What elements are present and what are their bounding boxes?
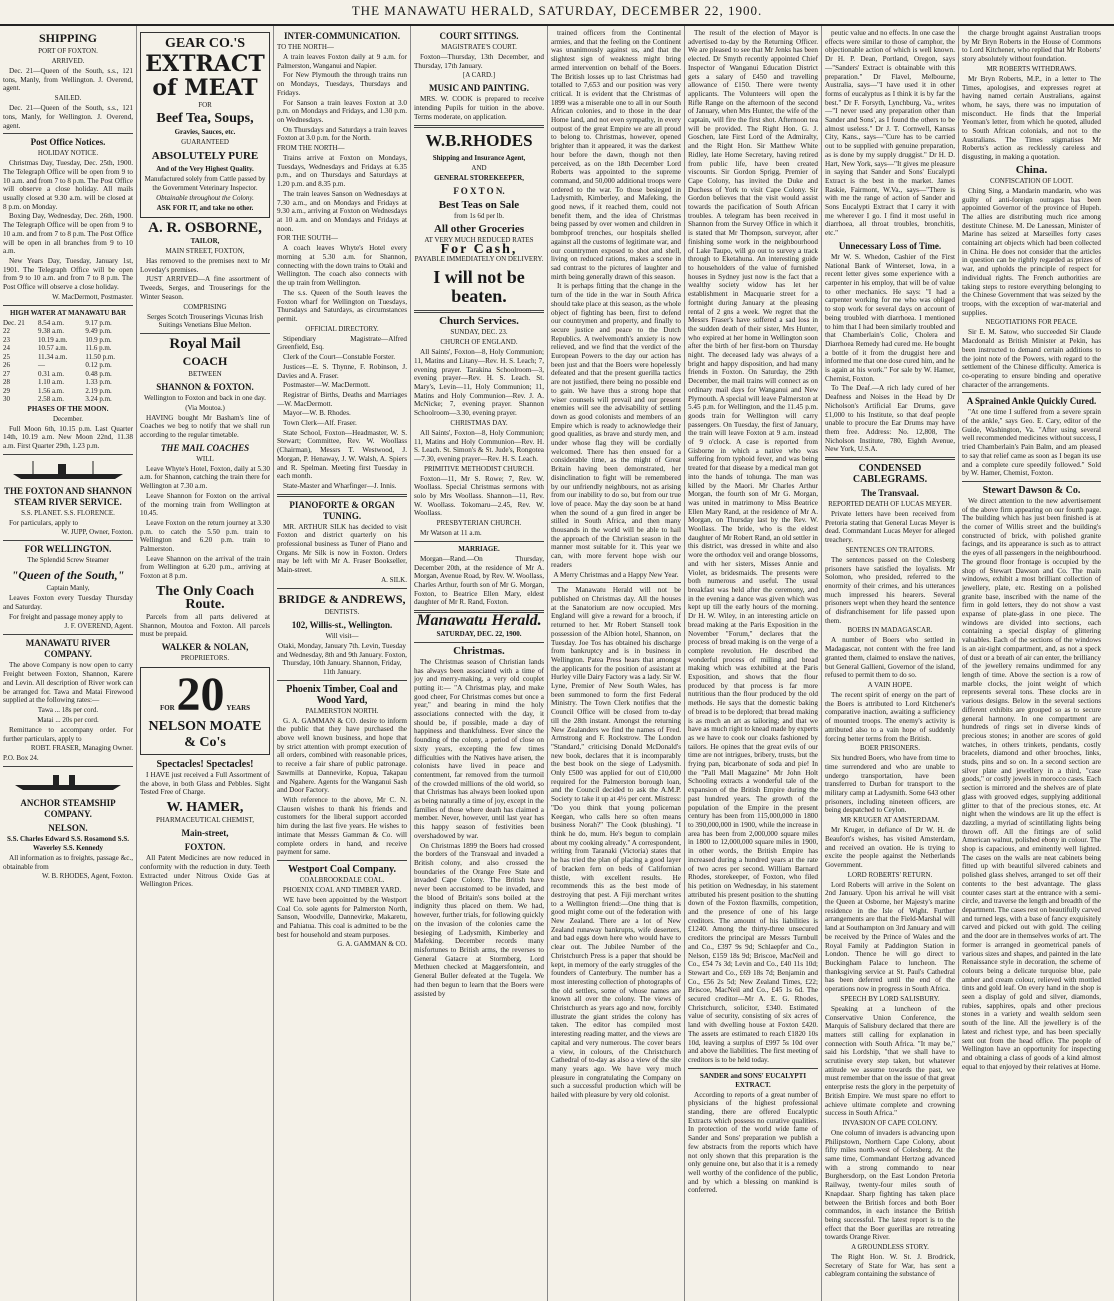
leaves-text: Leaves Foxton every Tuesday Thursday and Saturday. <box>3 594 133 611</box>
gamman-text-2: With reference to the above, Mr C. N. Clausen wishes to thank his friends and customers for the liberal support accorded him during the last five years. He wishes to intimate that Messrs Gamman & Co. will complete orders in hand, and receive payment for same. <box>277 796 407 857</box>
card-label: [A CARD.] <box>462 71 496 80</box>
rhodes-title: W.B.RHODES <box>425 130 533 150</box>
directory-item: Stipendiary Magistrate—Alfred Greenfield, Esq. <box>277 334 407 352</box>
mainstreet-label: Main-street, <box>181 828 229 839</box>
walker-nolan: WALKER & NOLAN, <box>161 641 249 652</box>
stewart-title: Stewart Dawson & Co. <box>982 484 1081 496</box>
north-label: TO THE NORTH— <box>277 43 334 51</box>
column-5 <box>548 26 685 1301</box>
port-label: PORT OF FOXTON. <box>38 47 98 55</box>
column-6 <box>685 26 822 1301</box>
train-4: On Thursdays and Saturdays a train leaves Foxton at 3.0 p.m. for the North. <box>277 125 407 143</box>
moon-text: Full Moon 6th, 10.15 p.m. Last Quarter 14th, 10.19 a.m. New Moon 22nd, 11.38 a.m. First Quarter 29th, 1.23 p.m. <box>3 424 133 451</box>
gravies-label: Gravies, Sauces, etc. <box>174 128 236 136</box>
foxton-ships: S.S. PLANET. S.S. FLORENCE. <box>21 508 115 517</box>
kruger-title: MR KRUGER AT AMSTERDAM. <box>840 816 940 825</box>
directory-item: Postmaster—W. MacDermott. <box>283 381 370 390</box>
tide-cell: 11.34 a.m. <box>37 352 68 361</box>
remit-text: Remittance to accompany order. For further particulars, apply to <box>3 725 133 743</box>
palmerston-label: PALMERSTON NORTH. <box>305 706 379 715</box>
xmas-text: All Saints', Foxton—8, Holy Communion; 11, Matins and Holy Communion—Rev. H. S. Leach. St. Simon's & St. Jude's, Rongotea—7.30, evening prayer—Rev. H. S. Leach. <box>414 428 544 463</box>
fraser-owner: ROBT. FRASER, Managing Owner. <box>30 744 133 753</box>
editorial-text: trained officers from the Continental armies, and that the feeling on the Continent was unanimously against us, and that the slightest sign of weakness might bring armed intervention on behalf of the Boers. The British losses up to last Christmas had totalled to 7,653 and our position was very critical. It is evident that the Christmas of 1899 was a miserable one to all in our South African colonies, and to those in the dear Home land, and not even sympathy, in every outpost of the great Empire we are all proud to belong to. Christmas, however, opened brighter than it appeared, it was the darkest hour before the dawn, though not then perceived, as on the 18th December Lord Roberts was appointed to the supreme command, and 50,000 additional troops were ordered to the war. To those besieged in Ladysmith, Kimberley, and Mafeking, the good news, if it reached them, could not benefit them, and the idea of Christmas being passed by over women and children in bombproof trenches, our hospitals shelled against all the customs of legitimate war, and our countrymen exposed to shot and shell, living on reduced rations, makes a scene in sad contrast to the pictures of laughter and mirth being generally drawn of this season. <box>551 29 681 281</box>
salisbury-text: Speaking at a luncheon of the Conservative Union Conference, the Marquis of Salisbury declared that there are matters still calling for explanation in connection with South Africa. "It may be," said his Lordship, "that we shall have to scrutinise every step taken, but whatever attitude we assume towards the past, we must remember that on the issue of that great enterprise rests the glory in the perpetuity of British Empire. We must spare no effort to achieve ultimate complete and crowning success in South Africa." <box>825 1004 955 1118</box>
anchor-agent: W. B. RHODES, Agent, Foxton. <box>42 872 133 881</box>
gear-co-ad <box>140 32 270 218</box>
patent-text: All Patent Medicines are now reduced in conformity with the reduction in duty. Teeth Extracted under Nitrous Oxide Gas at Wellington Prices. <box>140 854 270 889</box>
foxton-service-title: THE FOXTON AND SHANNON STEAM RIVER SERVICE. <box>3 485 133 507</box>
christmas-text: The Christmas season of Christian lands has always been associated with a time of joy and merry-making, a very old couplet putting it:— "A Christmas play, and make good cheer, For Christmas comes but once a year," and bearing in mind the holy associations connected with the day, it should be, if possible, made a day of happiness and thankfulness. Ever since the founding of the colony, a period of close on sixty years, excepting the few times difficulties with the Natives have arisen, the colonists have lived in peace and contentment, far removed from the turmoil of the crowded millions of the old world, so that Christmas has always been looked upon as being naturally a time of joy, except in the families of those where death has claimed a member. Never, however, until last year has this happy season of festivities been overshadowed by war. <box>414 657 544 840</box>
stewart-text: We direct attention to the new advertisement of the above firm appearing on our fourth page. The building which has just been finished is at the corner of Willis street and the building's constructed of brick, with polished granite facings, and its appearance is such as to attract the eyes of all passengers in the neighbourhood. The ground floor frontage is occupied by the shop of Stewart Dawson and Co. The main windows, exhibit a most brilliant collection of jewellery, plate, etc. Resting on a polished granite base, inscribed with the name of the firm in gold letters, they do not show a vast expanse of plate-glass in one piece. The windows are divided into sections, each containing a special display of glittering valuables. Each of the sections of the windows is an air-tight compartment, and, as not a speck of dust or a breath of air can enter, the brilliancy of the jewellery remains undimmed for any length of time. Above the section is a row of marble clocks, the joint weight of which represents several tons. These clocks are in various designs. Below in the several sections different exhibits are grouped so as to secure general harmony. In one compartment are hundreds of rings set in diverse kinds of precious stones; in another are scores of gold watches, in others trinkets, pendants, costly bracelets, diamond and other brooches, links, studs, pins and so on. In a second section are silver plate and jewellery in a third, "case goods," or costly jewels in morocco cases. Each section is mirrored and the shelves are of plate glass with grooved edges, supplying additional glitter to that of the precious stones, etc. At night when the windows are lit up the effect is dazzling, a myriad of scintillating lights being thrown off. All the fittings are of solid American walnut, polished ebony in colour. The shop is capacious, and eminently well lighted. The cases on the walls are neat cabinets being fitted up with beautiful silvered cabinets and polished glass shelves, arranged to set off their contents to the best advantage. The glass counter cases start at the entrance with a semi-circle, and traverse the length and breadth of the department. The cases rest on beautifully carved and turned legs, with a base of fancy exquisitely carved and picked out with gold. The ceiling and the door are in themselves works of art. The former is arranged in geometrical panels of various sizes and shapes, and painted in the late Renaissance style in decoration, the scheme of colours being a delicate turquoise blue, pale amber and cream colour, relieved with mottled tints and gold leaf. On every hand in the shop is seen a display of gold and silver, diamonds, rubies, sapphires, opals and other precious stones in a variety and wealth seldom seen south of the line. All the jewellery is of the latest and richest type, and has been specially sent out from the head office. The people of Wellington have an opportunity for inspecting and obtaining a class of goods of a kind almost equal to that enjoyed by their relatives at Home. <box>962 496 1101 1071</box>
queen-title: "Queen of the South," <box>11 568 125 583</box>
anchor-text: All information as to freights, passage &c., obtainable from <box>3 854 133 871</box>
traitors-title: SENTENCES ON TRAITORS. <box>845 545 935 554</box>
shannon-foxton-label: SHANNON & FOXTON. <box>156 381 254 392</box>
official-directory-title: OFFICIAL DIRECTORY. <box>305 324 379 333</box>
tide-cell: 0.31 a.m. <box>37 369 64 378</box>
masthead: THE MANAWATU HERALD, SATURDAY, DECEMBER 22, 1900. <box>0 0 1114 26</box>
christmas-title: Christmas. <box>453 644 505 657</box>
arrived-text: Dec. 21—Queen of the South, s.s., 121 tons, Manly, from Wellington. J. Overend, agent. <box>3 67 133 93</box>
leave-2: Leave Shannon for Foxton on the arrival of the morning train from Wellington at 10.45. <box>140 491 270 518</box>
between-label: BETWEEN <box>188 369 222 378</box>
magistrate-label: MAGISTRATE'S COURT. <box>441 43 517 51</box>
river-company-title: MANAWATU RIVER COMPANY. <box>25 638 111 660</box>
loot-text: Ching Sing, a Mandarin mandarin, who was guilty of anti-foreign outrages has been appointed Governor of the province of Hupeh. The allies are distributing much rice among destitute Chinese. M. De Lanessan, Minister of Marine has seized at Marseilles forty cases containing art objects which had been collected in China. He does not consider that the articles in question can be rightly regarded as prizes of war, and upholds the principle of respect for individual rights. The French authorities are taking steps to restore everything belonging to the Chinese Government that was seized by the troops, with the exception of war-material and supplies. <box>962 186 1101 317</box>
train-2: For New Plymouth the through trains run on Mondays, Tuesdays, Thursdays and Fridays. <box>277 71 407 97</box>
tide-cell: 2.58 a.m. <box>37 395 64 404</box>
phoenix-title: Phoenix Timber, Coal and Wood Yard, <box>286 683 398 706</box>
fabrics-list: Serges Scotch Trouserings Vicunas Irish Suitings Venetians Blue Melton. <box>147 312 263 330</box>
will-visit-label: Will visit— <box>325 631 359 640</box>
coach-text: Wellington to Foxton and back in one day. <box>144 393 266 402</box>
presby-label: PRESBYTERIAN CHURCH. <box>436 519 522 528</box>
column-4 <box>411 26 548 1301</box>
bridge-title: BRIDGE & ANDREWS, <box>278 591 406 606</box>
groundless-text: The Right Hon. W. St. J. Brodrick, Secretary of State for War, has sent a cablegram containing the substance of <box>825 1253 955 1279</box>
twenty-number: 20 <box>176 667 225 721</box>
freight-text: For freight and passage money apply to <box>9 612 123 621</box>
proprietors-label: PROPRIETORS. <box>180 653 230 662</box>
steamer-icon <box>3 458 133 480</box>
tide-row <box>3 395 133 404</box>
kruger-text: Mr Kruger, in defiance of Dr W. H. de Beaufort's wishes, has visited Amsterdam, and received an ovation. He is trying to excite the people against the Netherlands Government. <box>825 826 955 869</box>
services-text: All Saints', Foxton—8, Holy Communion; 11, Matins and Litany—Rev. H. S. Leach; 7, evening prayer. Tarakina Schoolroom—3, evening prayer—Rev. H. S. Leach. St. Mary's, Levin—11, Holy Communion; 11, Matins and Holy Communion—Rev. J. A. McNicke; 7, evening prayer. Shannon Schoolroom—3.30, evening prayer. <box>414 348 544 418</box>
leave-1: Leave Whyte's Hotel, Foxton, daily at 5.30 a.m. for Shannon, catching the train there for Wellington at 7.30 a.m. <box>140 464 270 491</box>
foxton-owner: W. JUPP, Owner, Foxton. <box>61 528 133 537</box>
local-news-2: The result of the election of Mayor is advertised to-day by the Returning Officer. We are pleased to see that Mr Jenks has been elected. Dr Smyth recently appointed Chief Inspector of Wanganui Education District gets a salary of £450 and travelling allowance of £150. There were twenty applicants. The Volunteers will open the Rifle Range on the afternoon of the second of January, when Mrs Hunter, the wife of the captain, will fire the first shot. Afternoon tea will be provided. The Right Hon. G. J. Goschen, late First Lord of the Admiralty, and the Right Hon. Sir Matthew White Ridley, late Home Secretary, having retired from public life, have been created viscounts. Sir Gordon Sprigg, Premier of Cape Colony, has invited the Duke and Duchess of York to visit Cape Colony. Sir Gordon believes that the visit would assist towards the pacification of South African troubles. A telegram has been received in Shannon from the Survey Office in which it is stated that Mr Thompson, surveyor, after finishing some work in the neighbourhood of Lake Taupo, will go out to survey a track through to Eketahuna. An interesting guide to householders of the value of furnished houses in Sydney just now is the fact that a wealthy society widow has let her establishment in Macquarie street for a fortnight during January at the pleasing rental of 2 gns a week. We regret that the Messrs Fraser's have suffered a sad loss in the sudden death of their sister, Mrs Hunter, who expired at her home in Wellington soon after the birth of her first-born on Thursday night. The deceased lady was always of a bright and happy disposition, and had many friends in Foxton. On Saturday, the 29th December, the mail trains will connect as on ordinary mail days for Wanganui and New Plymouth. A special will leave Palmerston at 5.45 p.m. for Wellington, and the 11.45 p.m. goods train for Wellington will carry passengers. On Tuesday, the first of January, the train will leave Foxton at 9 a.m. instead of 9 o'clock. A case is reported from Gisborne in which a native who was suffering from typhoid fever, and was being treated for that disease by a medical man got into the hands of tohunga. The man was killed by the Maori. Mr Charles Arthur Morgan, the fourth son of Mr G. Morgan, was united in matrimony to Miss Beatrice Ellen Mary Rand, at the residence of Mr A. Morgan, on Thursday last by the Rev. W. Woollass. The bride, who is the eldest daughter of Mr Robert Rand, an old settler in this district, was dressed in white and also wore the orthodox veil and orange blossoms, and with her sisters, Misses Annie and Violet, as bridesmaids. The presents were both numerous and useful. The usual breakfast was held after the ceremony, and in the evening a dance was given which was kept up till the early hours of the morning. Dr H. W. Wiley, in an interesting article on bread making at the Paris Exposition in the November "Forum," declares that the process of bread making is on the verge of a complete revolution. He described the wonderful process of milling and bread making which was exhibited at the Paris Exposition, and shows that the flour produced by that process is far more nutritious than the flour produced by the old methods. He says that the domestic baking of bread is to be deplored; that bread making is as much an art as tailoring; and that we have as much right to knead made by experts as we have to cook our cloaks fashioned by tailors. He opines that the great evils of our time are not intrigues, bribery, trusts, but the frying pan, bicarbonate of soda and pie! In the "Pall Mall Magazine" Mr John Holt Schooling extracts a wonderful tale of the expansion of the British Empire during the past hundred years. The growth of the population of the Empire in the present century has been from 115,000,000 in 1800 to 390,000,000 in 1900, while the increase in area has been from 2,000,000 square miles in 1800 to 12,000,000 square miles in 1900, in other words, the British Empire has increased during a hundred years at the rate of two acres per second. William Barnard Rhodes, storekeeper, of Foxton, who filed his petition on Wednesday, in his statement attributed his present position to the shutting down of the Foxton flaxmills, competition, and the presence of one of his large creditors. The amount of his liabilities is £1240. Among the thirty-three unsecured creditors the principal are Messrs Turnbull and Co., £397 9s 9d; Schlaepfer and Co., Nelson, £159 18s 9d; Briscoe, MacNeil and Co., £54 7s 3d; Levin and Co., £40 11s 10d; Stewart and Co., £69 18s 7d; Benjamin and Co., £56 2s 5d; New Zealand Times, £22; Briscoe, MacNeil and Co., £45 1s 6d. The secured creditor—Mr A. E. G. Rhodes, Christchurch, solicitor, £340. Estimated value of security, consisting of six acres of land with dwelling house at Foxton £420. The assets are estimated to reach £1820 10s 10d, leaving a surplus of £997 5s 10d over and above the liabilities. The first meeting of creditors is to be held today. <box>688 29 818 1064</box>
tide-row <box>3 370 133 379</box>
tide-row <box>3 378 133 387</box>
coach-2: The s.s. Queen of the South leaves the Foxton wharf for Wellington on Tuesdays, Thursdays and Saturdays, as circumstances permit. <box>277 288 407 323</box>
presby-text: Mr Watson at 11 a.m. <box>420 529 482 538</box>
for-label: FOR <box>198 101 212 109</box>
madagascar-title: BOERS IN MADAGASCAR. <box>847 626 933 635</box>
extract-title: EXTRACT of MEAT <box>145 51 265 101</box>
tide-cell: 0.48 p.m. <box>85 369 112 378</box>
postmaster: W. MacDermott, Postmaster. <box>52 292 133 301</box>
sander-title: SANDER and SONS' EUCALYPTI EXTRACT. <box>699 1071 807 1089</box>
pobox: P.O. Box 24. <box>3 754 39 763</box>
column-7 <box>822 26 959 1301</box>
obtain-label: Obtainable throughout the Colony. <box>156 194 254 202</box>
primitive-label: PRIMITIVE METHODIST CHURCH. <box>423 464 535 473</box>
traitors-text: The sentences passed on the Colesberg prisoners have satisfied the loyalists. Mr Solomon, who presided, referred to the enormity of their crimes, and his utterances much impressed his hearers. Several prisoners wept when they heard the sentence of disfranchisement for life passed upon them. <box>825 555 955 625</box>
tide-cell: 2.19 p.m. <box>85 386 112 395</box>
beeftea-label: Beef Tea, Soups, <box>156 111 254 126</box>
notice-2: Boxing Day, Wednesday, Dec. 26th, 1900. The Telegraph Office will be open from 9 to 10 a.m. and from 7 to 8 p.m. The Post Office will be open in all branches from 9 to 10 a.m. <box>3 212 133 256</box>
nelson-label: NELSON. <box>48 823 88 834</box>
tide-cell: 24 <box>3 344 10 353</box>
tide-cell: Dec. 21 <box>3 318 25 327</box>
china-title: China. <box>1015 163 1048 176</box>
rhodes-foxton: F O X T O N. <box>453 185 505 196</box>
tide-cell: 29 <box>3 386 10 395</box>
coe-label: CHURCH OF ENGLAND. <box>440 338 518 347</box>
tide-cell: 22 <box>3 327 10 336</box>
directory-item: Town Clerk—Alf. Fraser. <box>283 419 357 428</box>
south-label: FOR THE SOUTH— <box>277 234 338 243</box>
tide-row <box>3 327 133 336</box>
intercomm-title: INTER-COMMUNICATION. <box>283 31 401 41</box>
ankle-title: A Sprained Ankle Quickly Cured. <box>966 396 1097 407</box>
train-3: For Sanson a train leaves Foxton at 3.0 p.m. on Mondays and Fridays, and 1.30 p.m. on Wednesdays. <box>277 98 407 124</box>
directory-list <box>277 335 407 491</box>
coach-title: COACH <box>182 353 228 368</box>
tide-row <box>3 387 133 396</box>
royal-mail-title: Royal Mail <box>169 335 241 352</box>
overend-agent: J. F. OVEREND, Agent. <box>64 622 133 631</box>
coach-1: A coach leaves Whyte's Hotel every morning at 5.30 a.m. for Shannon, connecting with the down trains to Otaki and Wellington. The coach also connects with the up train from Wellington. <box>277 244 407 288</box>
tide-cell: — <box>37 361 45 370</box>
tide-cell: 9.38 a.m. <box>37 327 64 336</box>
osborne-address: MAIN STREET, FOXTON, <box>165 247 245 255</box>
sander-cont: peutic value and no effects. In one case the effects were similar to those of camphor, the objectionable action of which is well known. Dr H. P. Dean, Portland, Oregon, says—"Sanders' Extract is obtainable with this preparation." Dr Flavel, Melbourne, Australia, says—"I have used it in other forms of eucalyptus as I think it is by far the best." Dr F. Forsyth, Lynchburg, Va., writes—"I never used any preparation other than Sander and Sons', as I found the others to be almost useless." Dr J. T. Cornwell, Kansas City, Kans., says—"Cure has to be carried out to be supplied with genuine preparation, as is done by my supply druggist." Dr H. D. Hart, New York, says—"It gives me pleasure in saying that Sander and Sons' Eucalypti Extract is the best in the market. James Raskie, Fairmont, W.Va., says—"There is with me the range of action of Sander and Sons Eucalypti Extract that I carry it with me wherever I go. I find it most useful in diarrhoea, all throat troubles, bronchitis, etc." <box>825 29 955 238</box>
xmas-label: CHRISTMAS DAY. <box>450 418 508 427</box>
tide-cell: 10.19 a.m. <box>37 335 68 344</box>
hamer-title: W. HAMER, <box>166 800 244 816</box>
storekeeper-label: GENERAL STOREKEEPER, <box>433 173 525 182</box>
church-title: Church Services. <box>439 315 519 328</box>
holiday-label: HOLIDAY NOTICE. <box>37 149 99 158</box>
guaranteed-label: GUARANTEED <box>181 138 229 146</box>
tide-cell: 9.17 p.m. <box>85 318 112 327</box>
tide-cell: 8.54 a.m. <box>37 318 64 327</box>
anchor-title: ANCHOR STEAMSHIP COMPANY. <box>20 798 116 820</box>
from-north-label: FROM THE NORTH— <box>277 144 345 153</box>
teas-price: from 1s 6d per lb. <box>454 211 504 220</box>
nelson-moate-label: NELSON MOATE & Co's <box>148 718 262 750</box>
editorial-text-2: It is perhaps fitting that the change in the turn of the tide in the war in South Africa should take place at this season, as the whole object of fighting has been, first to defend our countrymen and property, and finally to secure justice and peace to the Dutch Republics. A twelvemonth's anxiety is now relieved, and we find that the verdict of the European Powers to the day our action has been just and that the Boers were hopelessly defeated and that the present guerilla tactics are not justified, there being no possible end to gain. We have thus a strong hope that wiser counsels will prevail and our present enemies will see the advisability of settling down as good colonists and members of an Empire which is ready to acknowledge their good qualities, as brave and sturdy men, and under whose flag they will be cordially welcomed. There has then ensued for a considerable time, as the might of Great Britain having been demonstrated, her disinclination to fight will be remembered by our unfriendly neighbours, not as arising from our inability to do so, but from our true love of peace. May the day soon be at hand when the sound of a gun fired in anger be stilled in South Africa, and then many thousands in the world will be able to hail the approach of the Christian season in the manner most suitable for it. This year we can, with more fervent hope wish our readers <box>551 282 681 569</box>
for-label-2: FOR <box>159 703 175 712</box>
cash-label: For Cash, <box>440 241 518 257</box>
cook-text: MRS. W. COOK is prepared to receive intending Pupils for tuition in the above. Terms moderate, on application. <box>414 95 544 121</box>
tide-row <box>3 361 133 370</box>
directory-item: Justices—E. S. Thynne, F. Robinson, J. Davies and A. Fraser. <box>277 362 407 380</box>
loot-title: CONFISCATION OF LOOT. <box>990 176 1073 185</box>
tide-table <box>3 319 133 404</box>
chemist-label: PHARMACEUTICAL CHEMIST, <box>155 816 254 825</box>
osborne-arrived: JUST ARRIVED—A fine assortment of Tweeds, Serges, and Trouserings for the Winter Season. <box>140 275 270 301</box>
silk-signature: A. SILK. <box>381 575 407 584</box>
coalbrook-label: COALBROOKDALE COAL. <box>299 875 385 884</box>
matai-price: Matai ... 20s per cord. <box>37 715 99 724</box>
column-1 <box>0 26 137 1301</box>
will-label: WILL <box>196 454 214 463</box>
prisoners-title: BOER PRISONERS. <box>860 744 920 753</box>
tide-cell: 27 <box>3 369 10 378</box>
deaf-text: To The Deaf.—A rich lady cured of her Deafness and Noises in the Head by Dr Nicholson's Artificial Ear Drums, gave £1,000 to his Institute, so that deaf people unable to procure the Ear Drums may have them free. Address: No. 12,808, The Nicholson Institute, 780, Eighth Avenue, New York, U.S.A. <box>825 384 955 454</box>
ankle-text: "At one time I suffered from a severe sprain of the ankle," says Geo. E. Cary, editor of the Guide, Washington, Va. "After using several well recommended medicines without success, I tried Chamberlain's Pain Balm, and am pleased to say that relief came as soon as I began its use and a complete cure speedily followed." Sold by W. Hamer, Chemist, Foxton. <box>962 408 1101 478</box>
shipping-agent: Shipping and Insurance Agent, <box>432 153 526 162</box>
tide-cell: 1.56 a.m. <box>37 386 64 395</box>
parcels-text: Parcels from all parts delivered at Shannon, Moutoa and Foxton. All parcels must be prepaid. <box>140 612 270 639</box>
pure-label: ABSOLUTELY PURE <box>151 150 259 162</box>
directory-item: State School, Foxton—Headmaster, W. S. Stewart; Committee, Rev. W. Woollass (Chairman), Messrs T. Westwood, J. Morgan, P. Henaway, J. W. Walsh, A. Spiers and R. Spelman. Meeting first Tuesday in each month. <box>277 428 407 481</box>
tide-row <box>3 319 133 328</box>
dentists-label: DENTISTS. <box>324 607 360 616</box>
westport-signature: G. A. GAMMAN & CO. <box>337 940 407 949</box>
tide-cell: 3.24 p.m. <box>85 395 112 404</box>
local-news: The Manawatu Herald will not be published on Christmas day. All the houses at the Sanatorium are now occupied. Mrs England will give a reward for a brooch, if returned to her. Mr Robert Stansell took possession of the Albion hotel, Shannon, on Tuesday. Joe Tos has obtained his discharge from bankruptcy and is in business in Wellington. Patea Press hears that amongst the applicants for the position of assistant at Hurley ville Dairy Factory was a lady. Sir W. Lyne, Premier of New South Wales, has been summoned to form the first Federal Ministry. The Town Clerk notifies that the Council Office will be closed from to-day till the 28th instant. Amongst the returning New Zealanders we find the names of Fred. Armstrong and F. Rockstrow. The London "Standard," criticising Donald McDonald's new book, declares that it is incomparably the best book on the siege of Ladysmith. Only £500 was applied for out of £10,000 required for the Palmerston borough loan, and the Council decided to ask the A.M.P. Society to take it up at 4½ per cent. Mistress: "Do you think that young policeman Keegan, who calls here so often means business Norah?" The Cook (blushing). "I think he do, mum. He's begun to complain about my cooking already." A correspondent, writing from Taranaki (Victoria) states that he has tried the plan of placing a good layer of bracken fern on beds of Californian thistle, with excellent results. He recommends this as the best mode of destroying that pest. A Fiji merchant writes to a Wellington friend:—One thing that is good might come out of the federation with New Zealand. There are a lot of New Zealand runaway bankrupts, wife deserters, and bad eggs down here who would have to clear out. The Jubilee Number of the Christchurch Press is a paper that should be kept, in memory of the early struggles of the founders of Canterbury. The number has a most interesting collection of photographs of the old settlers, some of whose names are known all over the colony. The views of Christchurch as years ago and now, forcibly illustrate the giant strides the colony has taken. The editor has compiled most interesting reading matter, and the views are capital and very numerous. The cover bears a view, in colours, of the Christchurch Cathedral of to-day as also a view of the site many years ago. We have very much pleasure in congratulating the Company on such a successful production which will be hailed with pleasure by very old colonist. <box>551 586 681 1100</box>
directory-item: Registrar of Births, Deaths and Marriages—W. MacDermott. <box>277 390 407 408</box>
column-8 <box>959 26 1104 1301</box>
spectacles-text: I HAVE just received a Full Assortment of the above, in both Glass and Pebbles. Sight Tested Free of Charge. <box>140 770 270 797</box>
gamman-text: G. A. GAMMAN & CO. desire to inform the public that they have purchased the above well known business, and hope that by strict attention with prompt execution of all orders, combined with reasonable prices, to receive a fair share of public patronage. Sawmills at Dannevirke, Kopua, Takapau and Ngahere. Agents for the Wanganui Sash and Door Factory. <box>277 716 407 795</box>
tide-row <box>3 344 133 353</box>
meyer-text: Private letters have been received from Pretoria stating that General Lucas Meyer is dead. Commandant Lucas Meyer for alleged treachery. <box>825 510 955 545</box>
osborne-text: Has removed to the premises next to Mr Loveday's premises. <box>140 257 270 274</box>
transvaal-title: The Transvaal. <box>861 488 919 499</box>
splendid-label: The Splendid Screw Steamer <box>27 556 109 565</box>
tide-cell: 23 <box>3 335 10 344</box>
court-text: Foxton—Thursday, 13th December, and Thursday, 17th January. <box>414 53 544 70</box>
mail-coaches-title: THE MAIL COACHES <box>160 442 250 453</box>
directory-item: Clerk of the Court—Constable Forster. <box>283 353 395 362</box>
tide-cell: 0.12 p.m. <box>85 361 112 370</box>
merry-christmas: A Merry Christmas and a Happy New Year. <box>553 570 679 579</box>
directory-item: Mayor—W. B. Rhodes. <box>283 409 351 418</box>
hope-text: The recent spirit of energy on the part of the Boers is attributed to Lord Kitchener's comparative inaction, awaiting a sufficiency of mounted troops. The enemy's activity is attributed also to a vain hope of suddenly forcing better terms from the British. <box>825 691 955 743</box>
prisoners-text: Six hundred Boers, who have from time to time surrendered and who are unable to undergo transportation, have been transferred to Durban for transport to the military camp at Ladysmith. Some 643 other prisoners, including nineteen officers, are being despatched to Ceylon. <box>825 754 955 815</box>
invasion-text: One column of invaders is advancing upon Philipstown, Northern Cape Colony, about fifty miles north-west of Colesberg. At the same time, Commandant Hertzog advanced with a strong commando to near Burghersdorp, on the East London Pretoria Railway, twenty-four miles south of Knapdaar. Sharp fighting has taken place between the British forces and both Boer commandos, in each instance the British being successful. The latest report is to the effect that the Boer guerillas are retreating towards Orange River. <box>825 1128 955 1242</box>
silk-text: MR. ARTHUR SILK has decided to visit Foxton and district quarterly on his professional business as Tuner of Piano and Organs. Mr Silk is now in Foxton. Orders may be left with Mr A. Fraser Bookseller, Main-street. <box>277 522 407 575</box>
roberts-title: LORD ROBERTS' RETURN. <box>847 870 933 879</box>
foxton-label: FOXTON. <box>184 842 226 853</box>
court-title: COURT SITTINGS. <box>439 31 519 41</box>
tide-cell: 10.9 p.m. <box>85 335 112 344</box>
primitive-text: Foxton—11, Mr S. Rowe; 7, Rev. W. Woollass. Special Christmas sermons with solo by Mrs Woollass. Shannon—11, Rev. W. Woollass. Tokomaru—2.45, Rev. W. Woollass. <box>414 474 544 518</box>
osborne-title: A. R. OSBORNE, <box>148 220 262 236</box>
tide-cell: 30 <box>3 395 10 404</box>
gear-title: GEAR CO.'S <box>164 36 246 51</box>
leave-4: Leave Shannon on the arrival of the train from Wellington at 6.20 p.m., arriving at Foxton at 8 p.m. <box>140 554 270 581</box>
moon-month: December. <box>52 414 84 423</box>
river-text: The above Company is now open to carry Freight between Foxton, Shannon, Karere and Levin. All description of River work can be arranged for. Tawa and Matai Firewood supplied at the following rates:— <box>3 661 133 705</box>
anchor-steamer-icon <box>3 770 133 792</box>
willis-label: 102, Willis-st., Wellington. <box>291 619 393 630</box>
withdraws-title: MR ROBERTS WITHDRAWS. <box>986 64 1077 73</box>
for-wellington: FOR WELLINGTON. <box>24 544 112 555</box>
tide-row <box>3 336 133 345</box>
tide-cell: 11.50 p.m. <box>85 352 116 361</box>
salisbury-title: SPEECH BY LORD SALISBURY. <box>840 994 940 1003</box>
tide-row <box>3 353 133 362</box>
manuf-label: Manufactured solely from Cattle passed by the Government Veterinary Inspector. <box>144 175 266 192</box>
comprising-label: COMPRISING <box>183 302 227 311</box>
tailor-label: TAILOR, <box>190 237 220 245</box>
tide-cell: 1.33 p.m. <box>85 378 112 387</box>
foxton-apply: For particulars, apply to <box>9 518 79 527</box>
roberts-text: Lord Roberts will arrive in the Solent on 2nd January. Upon his arrival he will visit the Queen at Osborne, her Majesty's marine residence in the Isle of Wight. Further arrangements are that the Field-Marshal will land at Southampton on 3rd January and will be received by the Prince of Wales and the Royal Family at Paddington Station in London. Thence he will go direct to Buckingham Palace to luncheon. The thanksgiving service at St. Paul's Cathedral has been deferred until the end of the operations now in progress in South Africa. <box>825 880 955 994</box>
quality-label: And of the Very Highest Quality. <box>156 165 254 173</box>
herald-date: SATURDAY, DEC. 22, 1900. <box>436 629 522 638</box>
tide-cell: 10.57 a.m. <box>37 344 68 353</box>
piano-title: PIANOFORTE & ORGAN TUNING. <box>289 499 395 521</box>
tide-cell: 26 <box>3 361 10 370</box>
loss-title: Unnecessary Loss of Time. <box>838 240 942 251</box>
nelson-moate-ad <box>140 667 270 755</box>
tide-cell: 11.6 p.m. <box>85 344 112 353</box>
sailed-label: SAILED. <box>54 94 82 103</box>
leave-3: Leave Foxton on the return journey at 3.30 p.m. to catch the 5.50 p.m. train to Wellington and 6.20 p.m. train to Palmerston. <box>140 518 270 554</box>
tide-cell: 9.49 p.m. <box>85 327 112 336</box>
invasion-title: INVASION OF CAPE COLONY. <box>842 1118 938 1127</box>
negotiations-text: Sir E. M. Satow, who succeeded Sir Claude Macdonald as British Minister at Pekin, has been instructed to demand certain additions to the joint note of the Powers, with regard to the settlement of the Chinese difficulty. America is co-operating to ensure binding and operative character of the arrangements. <box>962 328 1101 389</box>
groundless-title: A GROUNDLESS STORY. <box>851 1243 929 1252</box>
tide-title: HIGH WATER AT MANAWATU BAR <box>9 308 127 317</box>
ask-label: ASK FOR IT, and take no other. <box>156 204 254 212</box>
captain-label: Captain Manly, <box>46 584 90 593</box>
anchor-ships: S.S. Charles Edward S.S. Rosamond S.S. Waverley S.S. Kennedy <box>7 835 129 853</box>
columns <box>0 26 1114 1301</box>
post-office-title: Post Office Notices. <box>30 137 106 148</box>
tide-cell: 28 <box>3 378 10 387</box>
notice-1: Christmas Day, Tuesday, Dec. 25th, 1900. The Telegraph Office will be open from 9 to 10 a.m. and from 7 to 8 p.m. The Post Office will observe a close holiday. All mails usually closed at 9.30 a.m. will be closed at 8 p.m. on Monday. <box>3 159 133 211</box>
groceries-label: All other Groceries <box>433 222 524 235</box>
years-label: YEARS <box>226 703 251 712</box>
meyer-title: REPORTED DEATH OF LUCAS MEYER. <box>828 500 952 509</box>
negotiations-title: NEGOTIATIONS FOR PEACE. <box>985 318 1078 327</box>
moon-title: PHASES OF THE MOON. <box>27 404 109 413</box>
music-title: MUSIC AND PAINTING. <box>428 83 530 94</box>
column-3 <box>274 26 411 1301</box>
loss-text: Mr W. S. Whedon, Cashier of the First National Bank of Winterset, Iowa, in a recent letter gives some experience with a carpenter in his employ, that will be of value to other mechanics. He says: "I had a carpenter working for me who was obliged to stop work for several days on account of being troubled with diarrhoea. I mentioned to him that I had been similarly troubled and that Chamberlain's Colic, Cholera and Diarrhoea Remedy had cured me. He bought a bottle of it from the druggist here and informed me that one dose cured him, and he is again at his work." For sale by W. Hamer, Chemist, Foxton. <box>825 252 955 383</box>
only-coach-title: The Only Coach Route. <box>155 583 254 612</box>
marriage-text: Morgan—Rand.—On Thursday, December 20th, at the residence of Mr A. Morgan, Avenue Road, by Rev. W. Woollass, Charles Arthur, fourth son of Mr G. Morgan, Foxton, to Beatrice Ellen Mary, eldest daughter of Mr R. Rand, Foxton. <box>414 554 544 607</box>
train-6: The train leaves Sanson on Wednesdays at 7.30 a.m., and on Mondays and Fridays at 9.30 a.m., arriving at Foxton on Wednesdays at 10 a.m. and on Mondays and Fridays at noon. <box>277 189 407 233</box>
beaten-label: I will not be beaten. <box>433 267 525 307</box>
column-2 <box>137 26 274 1301</box>
payable-label: PAYABLE IMMEDIATELY ON DELIVERY. <box>414 255 544 264</box>
cablegrams-title: CONDENSED CABLEGRAMS. <box>852 463 928 486</box>
marriage-label: MARRIAGE. <box>458 544 500 553</box>
sailed-text: Dec. 21—Queen of the South, s.s., 121 tons, Manly, for Wellington. J. Overend, agent. <box>3 104 133 130</box>
visits-text: Otaki, Monday, January 7th. Levin, Tuesday and Wednesday, 8th and 9th January. Foxton, Thursday, 10th January. Shannon, Friday, 11th January. <box>277 641 407 676</box>
phoenix-coal-label: PHOENIX COAL AND TIMBER YARD. <box>282 885 402 894</box>
having-text: HAVING bought Mr Basham's line of Coaches we beg to notify that we shall run according to the regular timetable. <box>140 413 270 440</box>
christmas-text-2: On Christmas 1899 the Boers had crossed the borders of the Transvaal and invaded a British colony, and also crossed the boundaries of the Orange Free State and invaded Cape Colony. The British have never been accustomed to be invaded, and the blood of Britain's sons boiled at the indignity thus placed on them. We had, however, further trials, for following quickly on the invasion of the colonies came the besieging of Ladysmith, Kimberley and Mafeking. December records many misfortunes to British arms, the reverses to General Gatacre at Stormberg, Lord Methuen checked at Maggersfontein, and General Buller defeated at the Tugela. We had then begun to learn that the Boers were assisted by <box>414 841 544 998</box>
westport-text: WE have been appointed by the Westport Coal Co. sole agents for Palmerston North, Sanson, Woodville, Dannevirke, Makaretu, and Pahiatua. This coal is admitted to be the best for household and steam purposes. <box>277 895 407 939</box>
hope-title: A VAIN HOPE. <box>867 681 913 689</box>
herald-nameplate: Manawatu Herald. <box>416 612 542 630</box>
teas-label: Best Teas on Sale <box>438 198 520 211</box>
groundless-cont: the charge brought against Australian troops by Mr Bryn Roberts in the House of Commons to Lord Kitchener, who replied that Mr Roberts' story absolutely without foundation. <box>962 29 1101 64</box>
notice-3: New Years Day, Tuesday, January 1st, 1901. The Telegraph Office will be open from 9 to 10 a.m. and from 7 to 8 p.m. The Post Office will observe a close holiday. <box>3 256 133 292</box>
sunday-label: SUNDAY, DEC. 23. <box>450 328 508 337</box>
tawa-price: Tawa ... 18s per cord. <box>37 705 99 714</box>
tide-cell: 25 <box>3 352 10 361</box>
tide-cell: 1.10 a.m. <box>37 378 64 387</box>
madagascar-text: A number of Boers who settled in Madagascar, not content with the free land granted them, claimed to enslave the natives, but General Gallieni, Governor of the island, refused to permit them to do so. <box>825 636 955 680</box>
shipping-title: SHIPPING <box>38 31 97 45</box>
and-label: AND <box>471 163 487 172</box>
train-5: Trains arrive at Foxton on Mondays, Tuesdays, Wednesdays and Fridays at 6.35 p.m., and on Thursdays and Saturdays at 1.20 p.m. and 8.35 p.m. <box>277 154 407 189</box>
via-label: (Via Moutoa.) <box>185 403 225 412</box>
directory-item: State-Master and Wharfinger—J. Innis. <box>283 481 397 490</box>
sander-text: According to reports of a great number of physicians of the highest professional standing, there are offered Eucalyptic Extracts which possess no curative qualities. In protection of the world wide fame of Sander and Sons' preparation we publish a few abstracts from the reports which have not only shown that this preparation is the only genuine one, but also that it is a remedy well worthy of the confidence of the public, and by which a blessing on mankind is conferred. <box>688 1090 818 1195</box>
reduced-label: AT VERY MUCH REDUCED RATES <box>424 235 534 244</box>
train-1: A train leaves Foxton daily at 9 a.m. for Palmerston, Wanganui and Napier. <box>277 53 407 70</box>
spectacles-title: Spectacles! Spectacles! <box>156 758 254 770</box>
arrived-label: ARRIVED. <box>51 57 85 65</box>
withdraws-text: Mr Bryn Roberts, M.P., in a letter to The Times, apologises, and expresses regret at having named certain Australians, against whom, he says, there was no imputation of misconduct. He finds that the Imperial Yeoman's letter, from which he quoted, alluded to South African colonials, and not to the Australians. The Times stigmatises Mr Roberts's action as recklessly careless and disgusting, in making a quotation. <box>962 74 1101 162</box>
westport-title: Westport Coal Company. <box>287 863 397 875</box>
